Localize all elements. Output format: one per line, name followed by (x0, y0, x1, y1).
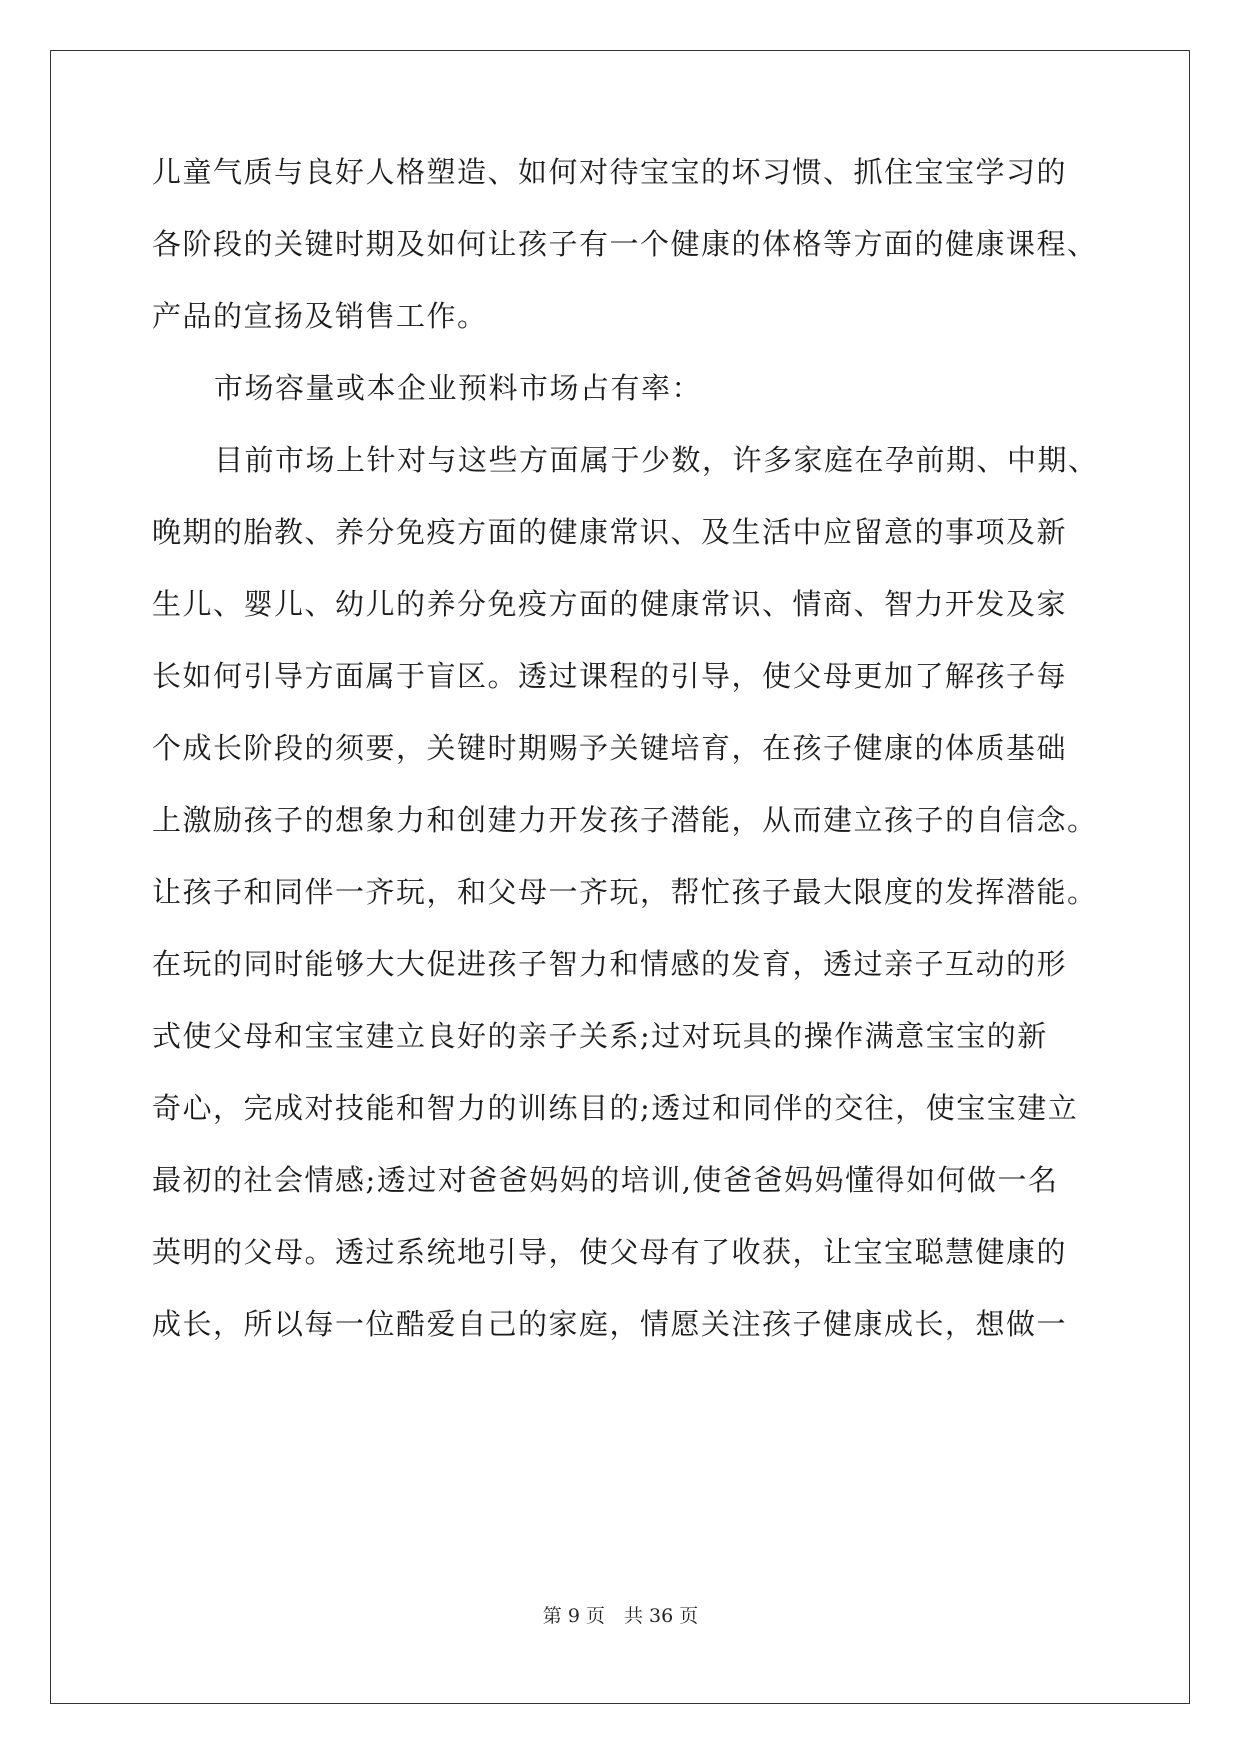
text-line: 最初的社会情感;透过对爸爸妈妈的培训,使爸爸妈妈懂得如何做一名 (152, 1163, 1059, 1197)
text-line: 式使父母和宝宝建立良好的亲子关系;过对玩具的操作满意宝宝的新 (152, 1019, 1048, 1053)
text-line: 让孩子和同伴一齐玩，和父母一齐玩，帮忙孩子最大限度的发挥潜能。 (152, 875, 1098, 909)
text-line: 成长，所以每一位酷爱自己的家庭，情愿关注孩子健康成长，想做一 (152, 1307, 1068, 1341)
text-line: 在玩的同时能够大大促进孩子智力和情感的发育，透过亲子互动的形 (152, 947, 1068, 981)
text-line: 生儿、婴儿、幼儿的养分免疫方面的健康常识、情商、智力开发及家 (152, 587, 1068, 621)
section-heading: 市场容量或本企业预料市场占有率： (214, 371, 703, 405)
text-line: 长如何引导方面属于盲区。透过课程的引导，使父母更加了解孩子每 (152, 659, 1068, 693)
text-line: 产品的宣扬及销售工作。 (152, 299, 488, 333)
text-line: 上激励孩子的想象力和创建力开发孩子潜能，从而建立孩子的自信念。 (152, 803, 1098, 837)
page-number: 第 9 页 共 36 页 (542, 1605, 699, 1627)
text-line: 晚期的胎教、养分免疫方面的健康常识、及生活中应留意的事项及新 (152, 515, 1068, 549)
text-line: 各阶段的关键时期及如何让孩子有一个健康的体格等方面的健康课程、 (152, 227, 1098, 261)
text-line: 英明的父母。透过系统地引导，使父母有了收获，让宝宝聪慧健康的 (152, 1235, 1068, 1269)
text-line: 个成长阶段的须要，关键时期赐予关键培育，在孩子健康的体质基础 (152, 731, 1068, 765)
text-line: 儿童气质与良好人格塑造、如何对待宝宝的坏习惯、抓住宝宝学习的 (152, 155, 1068, 189)
text-line: 目前市场上针对与这些方面属于少数，许多家庭在孕前期、中期、 (214, 443, 1099, 477)
text-line: 奇心，完成对技能和智力的训练目的;透过和同伴的交往，使宝宝建立 (152, 1091, 1079, 1125)
